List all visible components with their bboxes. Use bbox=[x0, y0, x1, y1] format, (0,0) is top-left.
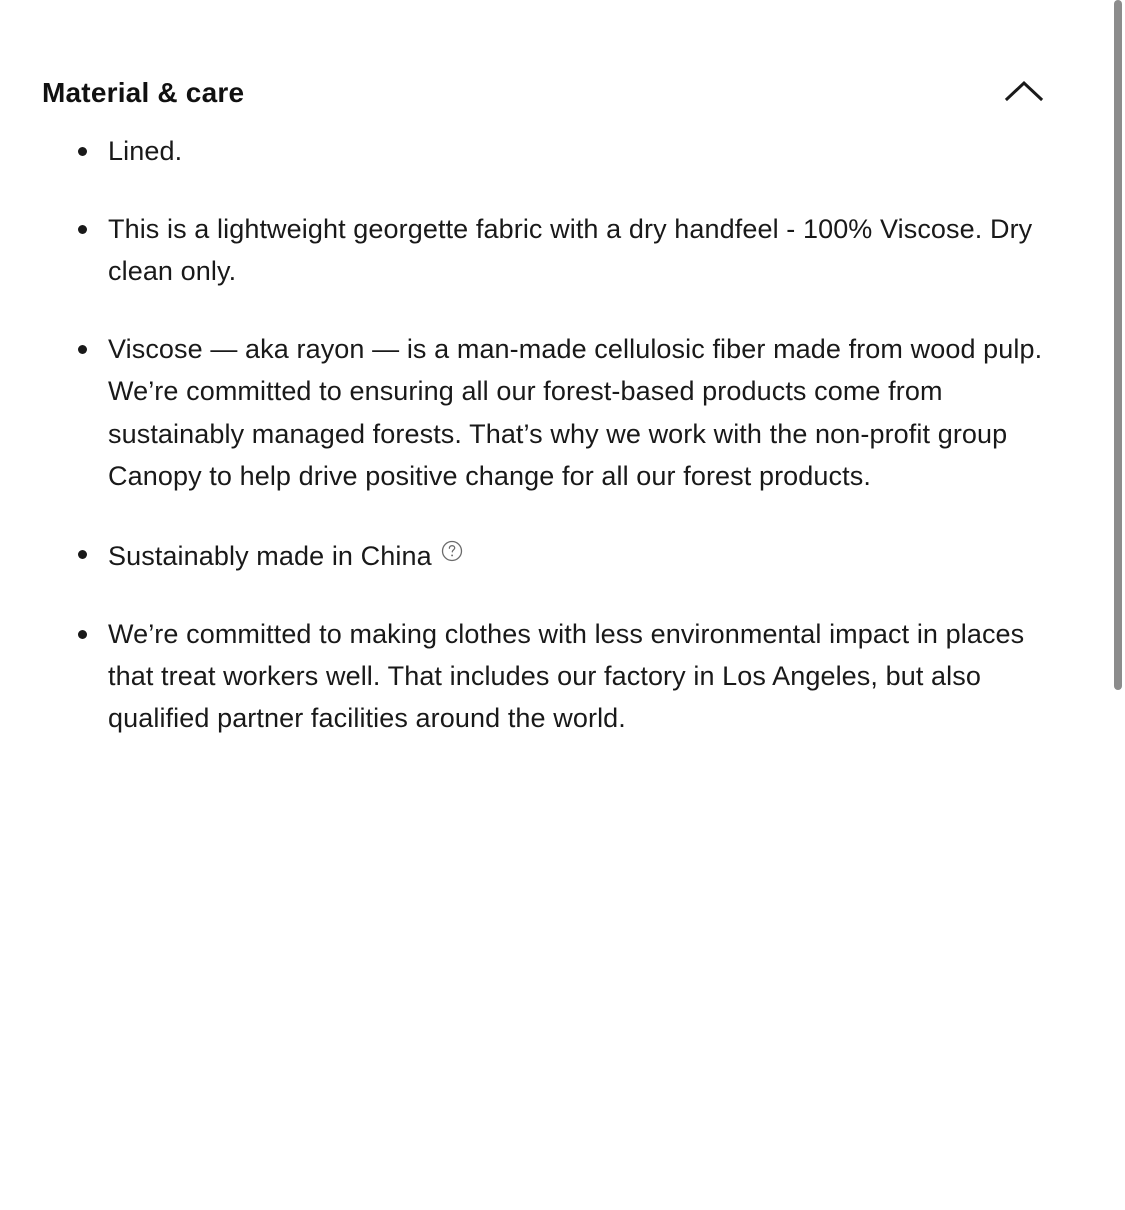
list-item bbox=[42, 328, 1055, 496]
help-info-glyph bbox=[440, 539, 464, 563]
list-item bbox=[42, 613, 1055, 739]
list-item bbox=[42, 130, 1055, 172]
list-item-text: Sustainably made in China bbox=[108, 540, 432, 571]
vertical-scrollbar[interactable] bbox=[1111, 0, 1125, 1210]
chevron-up-icon[interactable] bbox=[1001, 68, 1047, 114]
chevron-up-glyph bbox=[1004, 78, 1044, 104]
help-info-icon[interactable] bbox=[440, 533, 464, 575]
page-title: Material & care bbox=[42, 77, 245, 109]
list-item-text: We’re committed to making clothes with less environmental impact in places that treat workers well. That includes our factory in Los Angeles, but also qualified partner facilities around the world. bbox=[108, 618, 1025, 734]
list-item-text: Lined. bbox=[108, 136, 183, 166]
material-and-care-header[interactable] bbox=[0, 0, 1095, 130]
scrollbar-thumb[interactable] bbox=[1114, 0, 1122, 690]
list-item bbox=[42, 208, 1055, 292]
material-care-list bbox=[42, 130, 1055, 739]
list-item-text: This is a lightweight georgette fabric with a dry handfeel - 100% Viscose. Dry clean only. bbox=[108, 214, 1033, 287]
list-item bbox=[42, 533, 1055, 577]
material-and-care-content bbox=[0, 130, 1095, 739]
list-item-text: Viscose — aka rayon — is a man-made cellulosic fiber made from wood pulp. We’re committed to ensuring all our forest-based products come from sustainably managed forests. That’s why we work with the non-profit group Canopy to help drive positive change for all our forest products. bbox=[108, 334, 1043, 491]
